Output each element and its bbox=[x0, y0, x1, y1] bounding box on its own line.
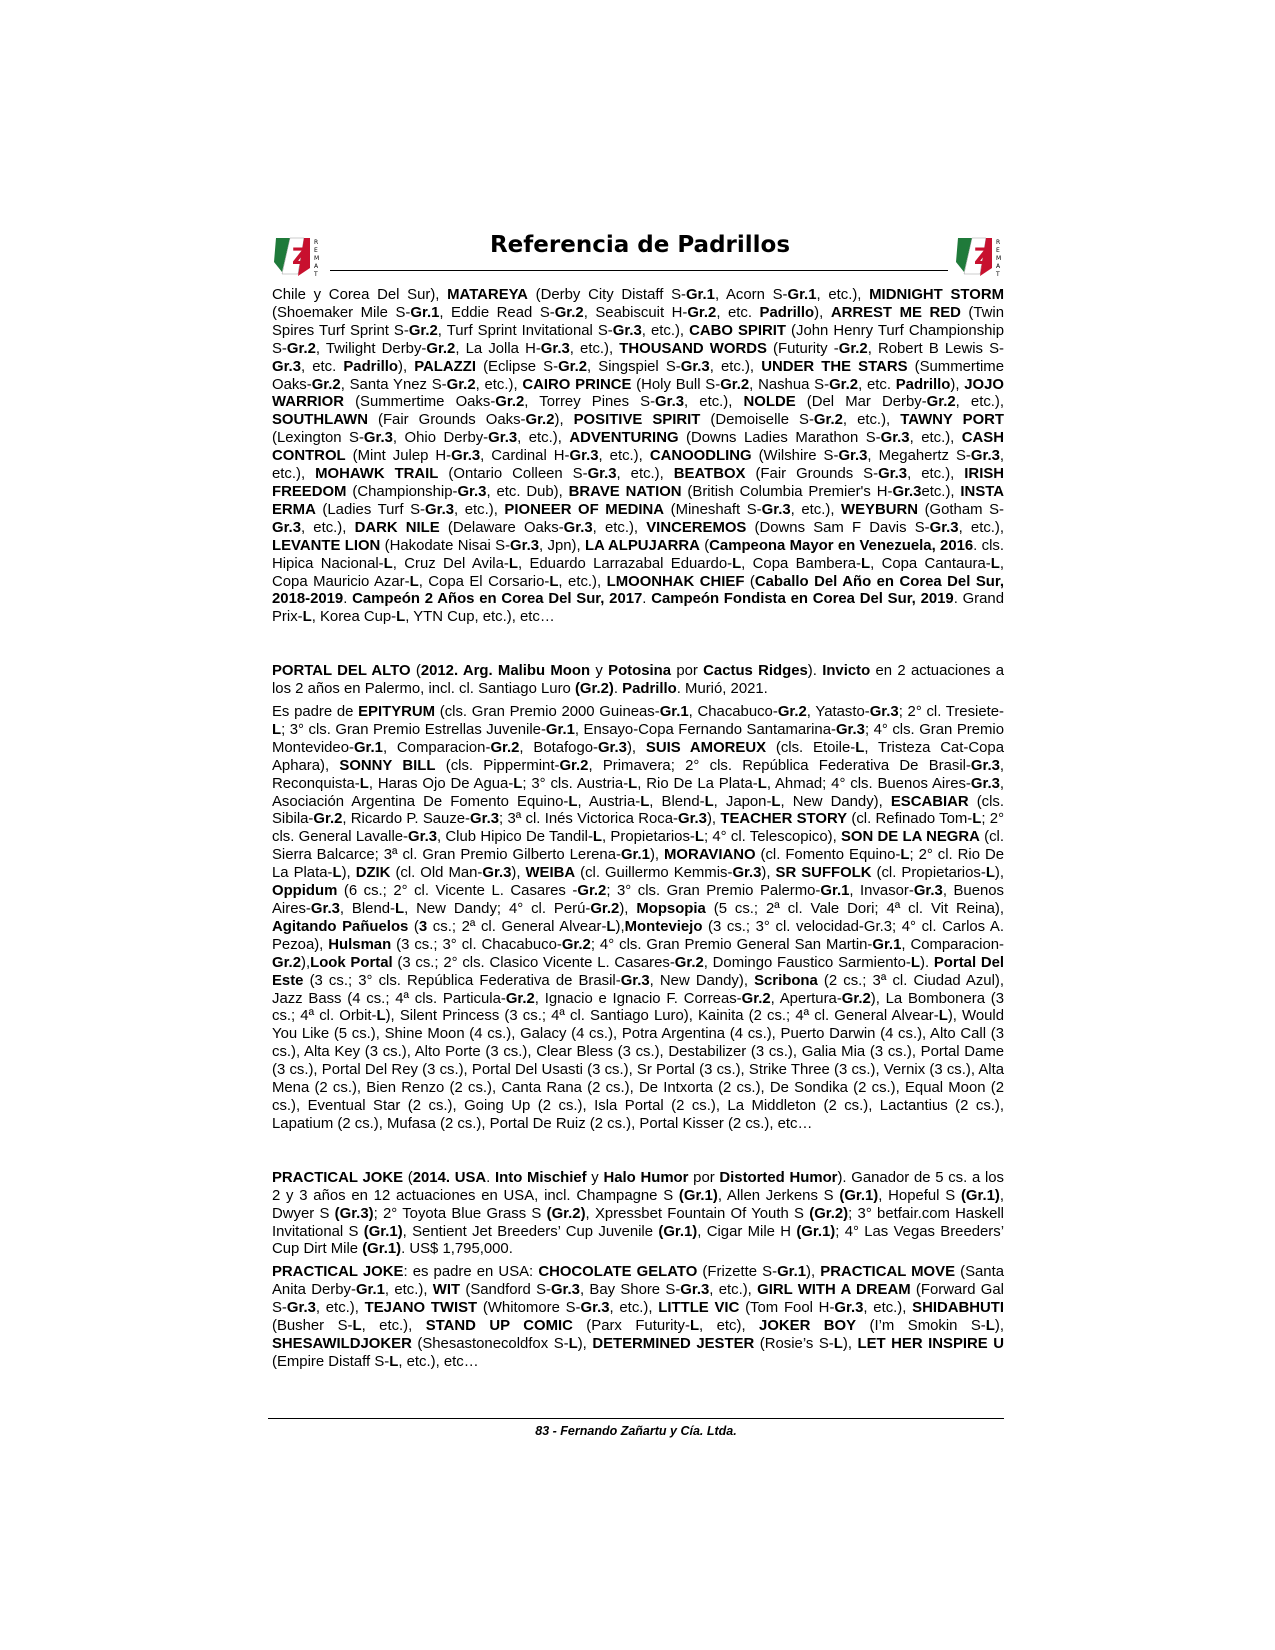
entry-portal-del-alto: PORTAL DEL ALTO (2012. Arg. Malibu Moon y Potosina por Cactus Ridges). Invicto en 2 actuaciones a los 2 años en Palermo, incl. cl. Santiago Luro (Gr.2). Padrillo. Murió, 2021. bbox=[272, 663, 1004, 698]
svg-text:T: T bbox=[314, 271, 318, 278]
paragraph-continuation: Chile y Corea Del Sur), MATAREYA (Derby City Distaff S-Gr.1, Acorn S-Gr.1, etc.), MIDNIGHT STORM (Shoemaker Mile S-Gr.1, Eddie Read S-Gr.2, Seabiscuit H-Gr.2, etc. Padrillo), ARREST ME RED (Twin Spires Turf Sprint S-Gr.2, Turf Sprint Invitational S-Gr.3, etc.), CABO SPIRIT (John Henry Turf Championship S-Gr.2, Twilight Derby-Gr.2, La Jolla H-Gr.3, etc.), THOUSAND WORDS (Futurity -Gr.2, Robert B Lewis S-Gr.3, etc. Padrillo), PALAZZI (Eclipse S-Gr.2, Singspiel S-Gr.3, etc.), UNDER THE STARS (Summertime Oaks-Gr.2, Santa Ynez S-Gr.2, etc.), CAIRO PRINCE (Holy Bull S-Gr.2, Nashua S-Gr.2, etc. Padrillo), JOJO WARRIOR (Summertime Oaks-Gr.2, Torrey Pines S-Gr.3, etc.), NOLDE (Del Mar Derby-Gr.2, etc.), SOUTHLAWN (Fair Grounds Oaks-Gr.2), POSITIVE SPIRIT (Demoiselle S-Gr.2, etc.), TAWNY PORT (Lexington S-Gr.3, Ohio Derby-Gr.3, etc.), ADVENTURING (Downs Ladies Marathon S-Gr.3, etc.), CASH CONTROL (Mint Julep H-Gr.3, Cardinal H-Gr.3, etc.), CANOODLING (Wilshire S-Gr.3, Megahertz S-Gr.3, etc.), MOHAWK TRAIL (Ontario Colleen S-Gr.3, etc.), BEATBOX (Fair Grounds S-Gr.3, etc.), IRISH FREEDOM (Championship-Gr.3, etc. Dub), BRAVE NATION (British Columbia Premier's H-Gr.3etc.), INSTA ERMA (Ladies Turf S-Gr.3, etc.), PIONEER OF MEDINA (Mineshaft S-Gr.3, etc.), WEYBURN (Gotham S-Gr.3, etc.), DARK NILE (Delaware Oaks-Gr.3, etc.), VINCEREMOS (Downs Sam F Davis S-Gr.3, etc.), LEVANTE LION (Hakodate Nisai S-Gr.3, Jpn), LA ALPUJARRA (Campeona Mayor en Venezuela, 2016. cls. Hipica Nacional-L, Cruz Del Avila-L, Eduardo Larrazabal Eduardo-L, Copa Bambera-L, Copa Cantaura-L, Copa Mauricio Azar-L, Copa El Corsario-L, etc.), LMOONHAK CHIEF (Caballo Del Año en Corea Del Sur, 2018-2019. Campeón 2 Años en Corea Del Sur, 2017. Campeón Fondista en Corea Del Sur, 2019. Grand Prix-L, Korea Cup-L, YTN Cup, etc.), etc… bbox=[272, 287, 1005, 626]
zj-remates-logo-right bbox=[952, 232, 1008, 280]
header-rule bbox=[330, 270, 948, 271]
svg-text:R: R bbox=[314, 239, 319, 246]
svg-text:E: E bbox=[314, 247, 318, 254]
svg-text:A: A bbox=[996, 263, 1001, 270]
entry-practical-joke: PRACTICAL JOKE (2014. USA. Into Mischief y Halo Humor por Distorted Humor). Ganador de 5 cs. a los 2 y 3 años en 12 actuaciones en USA, incl. Champagne S (Gr.1), Allen Jerkens S (Gr.1), Hopeful S (Gr.1), Dwyer S (Gr.3); 2° Toyota Blue Grass S (Gr.2), Xpressbet Fountain Of Youth S (Gr.2); 3° betfair.com Haskell Invitational S (Gr.1), Sentient Jet Breeders’ Cup Juvenile (Gr.1), Cigar Mile H (Gr.1); 4° Las Vegas Breeders’ Cup Dirt Mile (Gr.1). US$ 1,795,000. bbox=[272, 1169, 1005, 1258]
progeny-practical-joke: PRACTICAL JOKE: es padre en USA: CHOCOLATE GELATO (Frizette S-Gr.1), PRACTICAL MOVE (Santa Anita Derby-Gr.1, etc.), WIT (Sandford S-Gr.3, Bay Shore S-Gr.3, etc.), GIRL WITH A DREAM (Forward Gal S-Gr.3, etc.), TEJANO TWIST (Whitomore S-Gr.3, etc.), LITTLE VIC (Tom Fool H-Gr.3, etc.), SHIDABHUTI (Busher S-L, etc.), STAND UP COMIC (Parx Futurity-L, etc), JOKER BOY (I’m Smokin S-L), SHESAWILDJOKER (Shesastonecoldfox S-L), DETERMINED JESTER (Rosie’s S-L), LET HER INSPIRE U (Empire Distaff S-L, etc.), etc… bbox=[272, 1264, 1005, 1370]
page-title: Referencia de Padrillos bbox=[489, 232, 791, 258]
svg-text:M: M bbox=[996, 255, 1002, 262]
progeny-portal-del-alto: Es padre de EPITYRUM (cls. Gran Premio 2000 Guineas-Gr.1, Chacabuco-Gr.2, Yatasto-Gr.3; 2° cl. Tresiete-L; 3° cls. Gran Premio Estrellas Juvenile-Gr.1, Ensayo-Copa Fernando Santamarina-Gr.3; 4° cls. Gran Premio Montevideo-Gr.1, Comparacion-Gr.2, Botafogo-Gr.3), SUIS AMOREUX (cls. Etoile-L, Tristeza Cat-Copa Aphara), SONNY BILL (cls. Pippermint-Gr.2, Primavera; 2° cls. República Federativa De Brasil-Gr.3, Reconquista-L, Haras Ojo De Agua-L; 3° cls. Austria-L, Rio De La Plata-L, Ahmad; 4° cls. Buenos Aires-Gr.3, Asociación Argentina De Fomento Equino-L, Austria-L, Blend-L, Japon-L, New Dandy), ESCABIAR (cls. Sibila-Gr.2, Ricardo P. Sauze-Gr.3; 3ª cl. Inés Victorica Roca-Gr.3), TEACHER STORY (cl. Refinado Tom-L; 2° cls. General Lavalle-Gr.3, Club Hipico De Tandil-L, Propietarios-L; 4° cl. Telescopico), SON DE LA NEGRA (cl. Sierra Balcarce; 3ª cl. Gran Premio Gilberto Lerena-Gr.1), MORAVIANO (cl. Fomento Equino-L; 2° cl. Rio De La Plata-L), DZIK (cl. Old Man-Gr.3), WEIBA (cl. Guillermo Kemmis-Gr.3), SR SUFFOLK (cl. Propietarios-L), Oppidum (6 cs.; 2° cl. Vicente L. Casares -Gr.2; 3° cls. Gran Premio Palermo-Gr.1, Invasor-Gr.3, Buenos Aires-Gr.3, Blend-L, New Dandy; 4° cl. Perú-Gr.2), Mopsopia (5 cs.; 2ª cl. Vale Dori; 4ª cl. Vit Reina), Agitando Pañuelos (3 cs.; 2ª cl. General Alvear-L),Monteviejo (3 cs.; 3° cl. velocidad-Gr.3; 4° cl. Carlos A. Pezoa), Hulsman (3 cs.; 3° cl. Chacabuco-Gr.2; 4° cls. Gran Premio General San Martin-Gr.1, Comparacion-Gr.2),Look Portal (3 cs.; 2° cls. Clasico Vicente L. Casares-Gr.2, Domingo Faustico Sarmiento-L). Portal Del Este (3 cs.; 3° cls. República Federativa de Brasil-Gr.3, New Dandy), Scribona (2 cs.; 3ª cl. Ciudad Azul), Jazz Bass (4 cs.; 4ª cls. Particula-Gr.2, Ignacio e Ignacio F. Correas-Gr.2, Apertura-Gr.2), La Bombonera (3 cs.; 4ª cl. Orbit-L), Silent Princess (3 cs.; 4ª cl. Santiago Luro), Kainita (2 cs.; 4ª cl. General Alvear-L), Would You Like (5 cs.), Shine Moon (4 cs.), Galacy (4 cs.), Potra Argentina (4 cs.), Puerto Darwin (4 cs.), Alto Call (3 cs.), Alta Key (3 cs.), Alto Porte (3 cs.), Clear Bless (3 cs.), Destabilizer (3 cs.), Galia Mia (3 cs.), Portal Dame (3 cs.), Portal Del Rey (3 cs.), Portal Del Usasti (3 cs.), Sr Portal (3 cs.), Strike Three (3 cs.), Vernix (3 cs.), Alta Mena (2 cs.), Bien Renzo (2 cs.), Canta Rana (2 cs.), De Intxorta (2 cs.), De Sondika (2 cs.), Equal Moon (2 cs.), Eventual Star (2 cs.), Going Up (2 cs.), Isla Portal (2 cs.), La Middleton (2 cs.), Lactantius (2 cs.), Lapatium (2 cs.), Mufasa (2 cs.), Portal De Ruiz (2 cs.), Portal Kisser (2 cs.), etc… bbox=[272, 704, 1005, 1132]
svg-text:Z: Z bbox=[974, 245, 990, 270]
svg-text:T: T bbox=[996, 271, 1000, 278]
document-body bbox=[272, 287, 1004, 1372]
svg-text:E: E bbox=[996, 247, 1000, 254]
svg-text:M: M bbox=[314, 255, 320, 262]
page-footer: 83 - Fernando Zañartu y Cía. Ltda. bbox=[535, 1424, 737, 1438]
svg-text:A: A bbox=[314, 263, 319, 270]
svg-text:Z: Z bbox=[292, 245, 308, 270]
svg-text:R: R bbox=[996, 239, 1001, 246]
zj-remates-logo-left bbox=[270, 232, 326, 280]
footer-rule bbox=[268, 1418, 1004, 1419]
